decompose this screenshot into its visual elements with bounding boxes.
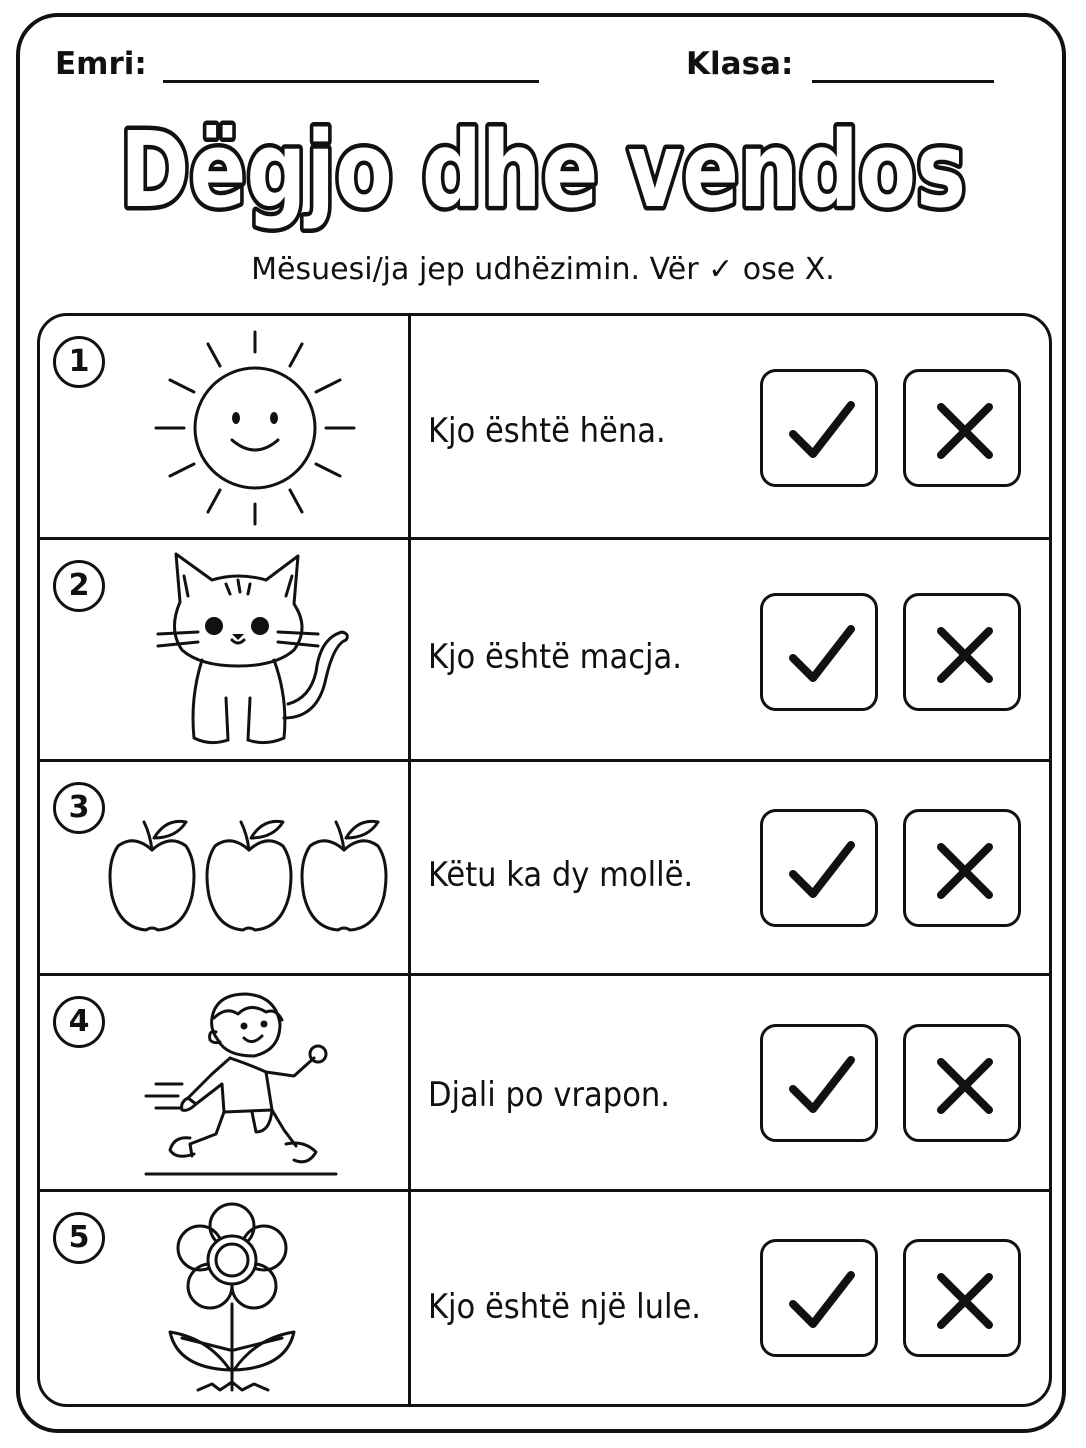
table-row — [40, 976, 1049, 1189]
check-mark-icon — [793, 1275, 851, 1324]
apples-icon — [104, 810, 394, 940]
x-mark-icon — [941, 407, 989, 455]
x-mark-icon — [941, 847, 989, 895]
cat-icon — [150, 548, 350, 753]
x-mark-icon — [941, 631, 989, 679]
statement-text: Këtu ka dy mollë. — [428, 855, 694, 895]
item-number: 5 — [53, 1212, 105, 1264]
statement-text: Kjo është një lule. — [428, 1287, 702, 1327]
statement-text: Djali po vrapon. — [428, 1075, 671, 1115]
check-mark-icon — [793, 405, 851, 454]
check-answer-box[interactable] — [760, 1239, 878, 1357]
x-answer-box[interactable] — [903, 1239, 1021, 1357]
running-boy-icon — [126, 984, 346, 1184]
check-mark-icon — [793, 845, 851, 894]
x-mark-icon — [941, 1277, 989, 1325]
table-row — [40, 540, 1049, 759]
item-number: 4 — [53, 996, 105, 1048]
x-mark-icon — [941, 1062, 989, 1110]
x-answer-box[interactable] — [903, 369, 1021, 487]
instructions: Mësuesi/ja jep udhëzimin. Vër ✓ ose X. — [251, 252, 835, 287]
item-number: 3 — [53, 782, 105, 834]
table-row — [40, 1192, 1049, 1407]
page-title-text: Dëgjo dhe vendos — [120, 109, 966, 231]
x-answer-box[interactable] — [903, 809, 1021, 927]
sun-icon — [150, 326, 360, 526]
page-title — [0, 96, 1086, 246]
check-answer-box[interactable] — [760, 1024, 878, 1142]
name-input-line[interactable] — [163, 80, 539, 83]
flower-icon — [158, 1200, 318, 1400]
class-label: Klasa: — [686, 46, 794, 82]
check-mark-icon — [793, 1060, 851, 1109]
check-answer-box[interactable] — [760, 369, 878, 487]
statement-text: Kjo është hëna. — [428, 411, 666, 451]
table-row — [40, 762, 1049, 973]
item-number: 1 — [53, 336, 105, 388]
x-answer-box[interactable] — [903, 1024, 1021, 1142]
table-row — [40, 316, 1049, 537]
statement-text: Kjo është macja. — [428, 637, 682, 677]
class-input-line[interactable] — [812, 80, 994, 83]
check-answer-box[interactable] — [760, 593, 878, 711]
check-answer-box[interactable] — [760, 809, 878, 927]
item-number: 2 — [53, 560, 105, 612]
x-answer-box[interactable] — [903, 593, 1021, 711]
name-label: Emri: — [55, 46, 147, 82]
check-mark-icon — [793, 629, 851, 678]
statement-table — [37, 313, 1052, 1407]
